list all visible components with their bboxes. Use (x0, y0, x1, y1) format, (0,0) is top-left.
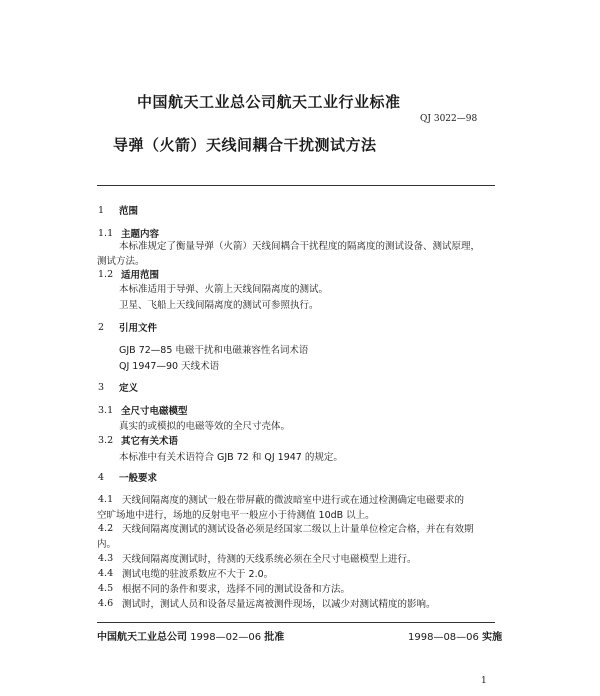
section-heading: 范围 (119, 206, 139, 217)
paragraph-line: 天线间隔离度测试的测试设备必须是经国家二级以上计量单位检定合格，并在有效期 (122, 524, 474, 535)
paragraph-line: 本标准规定了衡量导弹（火箭）天线间耦合干扰程度的隔离度的测试设备、测试原理， (119, 241, 481, 252)
paragraph-line: 内。 (97, 539, 117, 550)
section-heading: 主题内容 (121, 229, 160, 240)
implementation-line (408, 628, 502, 643)
paragraph-line: 测试方法。 (97, 256, 145, 267)
standard-organization: 中国航天工业总公司航天工业行业标准 (137, 93, 401, 111)
section-heading: 一般要求 (119, 473, 158, 484)
section-number: 4.6 (98, 598, 114, 609)
section-number: 4.4 (98, 568, 114, 579)
paragraph-line: 天线间隔离度测试时，待测的天线系统必须在全尺寸电磁模型上进行。 (122, 554, 417, 565)
section-number: 1.2 (98, 269, 114, 280)
paragraph-line: 本标准适用于导弹、火箭上天线间隔离度的测试。 (119, 284, 329, 295)
implementation-label: 实施 (482, 632, 503, 643)
paragraph-line: GJB 72—85 电磁干扰和电磁兼容性名词术语 (119, 345, 309, 356)
section-number: 4.5 (98, 583, 114, 594)
section-number: 4 (98, 472, 105, 483)
approval-organization: 中国航天工业总公司 (97, 632, 187, 643)
paragraph-line: 天线间隔离度的测试一般在带屏蔽的微波暗室中进行或在通过检测确定电磁要求的 (122, 495, 465, 506)
paragraph-line: 根据不同的条件和要求，选择不同的测试设备和方法。 (122, 584, 351, 595)
section-heading: 定义 (119, 383, 139, 394)
section-number: 1 (98, 205, 105, 216)
paragraph-line: 卫星、飞船上天线间隔离度的测试可参照执行。 (119, 300, 319, 311)
section-number: 3 (98, 382, 105, 393)
section-heading: 其它有关术语 (121, 436, 179, 447)
page-number: 1 (481, 676, 487, 686)
section-number: 3.1 (98, 405, 114, 416)
section-number: 4.2 (98, 523, 114, 534)
paragraph-line: QJ 1947—90 天线术语 (119, 361, 220, 372)
section-heading: 全尺寸电磁模型 (121, 406, 188, 417)
implementation-date: 1998—08—06 (408, 632, 479, 643)
paragraph-line: 真实的或模拟的电磁等效的全尺寸壳体。 (119, 421, 291, 432)
section-number: 4.1 (98, 494, 114, 505)
section-number: 3.2 (98, 435, 114, 446)
approval-date: 1998—02—06 (190, 632, 262, 643)
paragraph-line: 本标准中有关术语符合 GJB 72 和 QJ 1947 的规定。 (119, 452, 343, 463)
section-number: 1.1 (98, 228, 114, 239)
header-rule (97, 185, 495, 186)
standard-number: QJ 3022—98 (420, 114, 478, 124)
paragraph-line: 测试电缆的驻波系数应不大于 2.0。 (122, 569, 274, 580)
section-heading: 引用文件 (119, 323, 158, 334)
paragraph-line: 测试时，测试人员和设备尽量远离被测件现场，以减少对测试精度的影响。 (122, 599, 436, 610)
document-title: 导弹（火箭）天线间耦合干扰测试方法 (113, 136, 377, 154)
section-number: 4.3 (98, 553, 114, 564)
approval-line (97, 628, 284, 643)
footer-rule (97, 622, 495, 623)
section-number: 2 (98, 322, 105, 333)
section-heading: 适用范围 (121, 270, 160, 281)
paragraph-line: 空旷场地中进行，场地的反射电平一般应小于待测值 10dB 以上。 (97, 510, 375, 521)
approval-label: 批准 (264, 632, 285, 643)
